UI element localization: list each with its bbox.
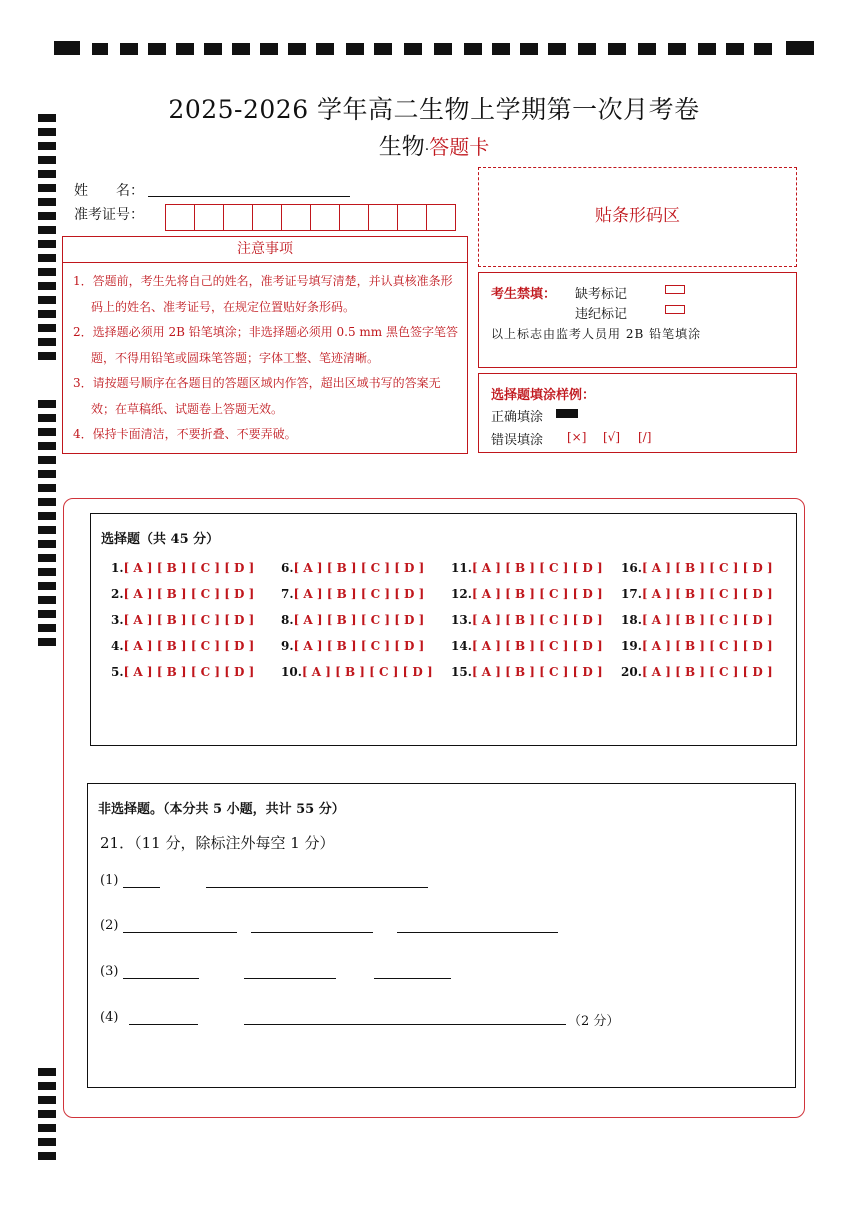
question-1-options[interactable]: [111, 561, 254, 575]
question-16-options[interactable]: [621, 561, 773, 575]
exam-id-boxes[interactable]: [165, 204, 456, 231]
subtitle-card: 答题卡: [429, 135, 490, 159]
notice-panel: [62, 236, 468, 454]
question-number: 9.: [281, 639, 294, 653]
wrong-fill-slash: [/]: [638, 430, 652, 444]
sub-question-1: (1): [100, 873, 119, 888]
wrong-fill-cross: [×]: [567, 430, 587, 444]
question-12-options[interactable]: [451, 587, 603, 601]
answer-blank[interactable]: [251, 932, 373, 933]
name-label: 姓 名：: [74, 183, 144, 199]
question-15-options[interactable]: [451, 665, 603, 679]
answer-bubbles[interactable]: [ A ] [ B ] [ C ] [ D ]: [471, 639, 603, 653]
correct-fill-label: 正确填涂: [491, 410, 544, 425]
points-note: （2 分）: [568, 1014, 620, 1029]
answer-bubbles[interactable]: [ A ] [ B ] [ C ] [ D ]: [471, 613, 603, 627]
answer-bubbles[interactable]: [ A ] [ B ] [ C ] [ D ]: [123, 613, 255, 627]
forbid-note: 以上标志由监考人员用 2B 铅笔填涂: [491, 327, 702, 341]
question-21-heading: 21．（11 分，除标注外每空 1 分）: [100, 834, 335, 852]
notice-item: 3．请按题号顺序在各题目的答题区域内作答，超出区域书写的答案无效；在草稿纸、试题卷上答题无效。: [73, 376, 441, 416]
answer-bubbles[interactable]: [ A ] [ B ] [ C ] [ D ]: [293, 613, 425, 627]
sub-question-4: (4): [100, 1010, 119, 1025]
top-timing-marks: [54, 41, 814, 57]
question-number: 15.: [451, 665, 472, 679]
examiner-only-panel: [478, 272, 797, 368]
question-number: 8.: [281, 613, 294, 627]
non-choice-section: [87, 783, 796, 1088]
question-5-options[interactable]: [111, 665, 254, 679]
multiple-choice-section: [90, 513, 797, 746]
name-field[interactable]: [148, 196, 350, 197]
question-4-options[interactable]: [111, 639, 254, 653]
page-subtitle: [0, 128, 868, 161]
question-17-options[interactable]: [621, 587, 773, 601]
absent-mark-box[interactable]: [665, 285, 685, 294]
question-number: 3.: [111, 613, 124, 627]
notice-item: 4．保持卡面清洁，不要折叠、不要弄破。: [73, 427, 297, 441]
question-6-options[interactable]: [281, 561, 424, 575]
answer-blank[interactable]: [244, 1024, 566, 1025]
answer-blank[interactable]: [123, 978, 199, 979]
question-number: 5.: [111, 665, 124, 679]
answer-bubbles[interactable]: [ A ] [ B ] [ C ] [ D ]: [471, 587, 603, 601]
question-18-options[interactable]: [621, 613, 773, 627]
answer-blank[interactable]: [374, 978, 451, 979]
answer-bubbles[interactable]: [ A ] [ B ] [ C ] [ D ]: [641, 561, 773, 575]
multiple-choice-title: 选择题（共 45 分）: [101, 532, 220, 547]
question-19-options[interactable]: [621, 639, 773, 653]
barcode-area: 贴条形码区: [478, 167, 797, 267]
question-13-options[interactable]: [451, 613, 603, 627]
answer-bubbles[interactable]: [ A ] [ B ] [ C ] [ D ]: [293, 561, 425, 575]
answer-bubbles[interactable]: [ A ] [ B ] [ C ] [ D ]: [123, 639, 255, 653]
sub-question-3: (3): [100, 964, 119, 979]
violation-label: 违纪标记: [575, 307, 628, 322]
question-number: 17.: [621, 587, 642, 601]
answer-blank[interactable]: [206, 887, 428, 888]
notice-item: 1．答题前，考生先将自己的姓名，准考证号填写清楚，并认真核准条形码上的姓名、准考证号，在规定位置贴好条形码。: [73, 274, 453, 314]
question-3-options[interactable]: [111, 613, 254, 627]
answer-bubbles[interactable]: [ A ] [ B ] [ C ] [ D ]: [471, 665, 603, 679]
question-number: 13.: [451, 613, 472, 627]
answer-bubbles[interactable]: [ A ] [ B ] [ C ] [ D ]: [641, 639, 773, 653]
answer-blank[interactable]: [129, 1024, 198, 1025]
answer-bubbles[interactable]: [ A ] [ B ] [ C ] [ D ]: [641, 587, 773, 601]
correct-fill-sample: [556, 409, 578, 418]
question-number: 11.: [451, 561, 472, 575]
fill-sample-panel: [478, 373, 797, 453]
question-number: 20.: [621, 665, 642, 679]
wrong-fill-label: 错误填涂: [491, 433, 544, 448]
answer-blank[interactable]: [123, 887, 160, 888]
answer-bubbles[interactable]: [ A ] [ B ] [ C ] [ D ]: [471, 561, 603, 575]
answer-bubbles[interactable]: [ A ] [ B ] [ C ] [ D ]: [123, 665, 255, 679]
notice-heading: 注意事项: [63, 237, 467, 263]
sub-question-2: (2): [100, 918, 119, 933]
question-8-options[interactable]: [281, 613, 424, 627]
question-20-options[interactable]: [621, 665, 773, 679]
answer-bubbles[interactable]: [ A ] [ B ] [ C ] [ D ]: [293, 639, 425, 653]
page-title: 2025-2026 学年高二生物上学期第一次月考卷: [168, 95, 700, 124]
question-number: 12.: [451, 587, 472, 601]
question-14-options[interactable]: [451, 639, 603, 653]
question-number: 2.: [111, 587, 124, 601]
wrong-fill-check: [√]: [603, 430, 621, 444]
subtitle-subject: 生物: [378, 134, 425, 160]
question-11-options[interactable]: [451, 561, 603, 575]
answer-bubbles[interactable]: [ A ] [ B ] [ C ] [ D ]: [641, 613, 773, 627]
question-number: 4.: [111, 639, 124, 653]
answer-bubbles[interactable]: [ A ] [ B ] [ C ] [ D ]: [123, 561, 255, 575]
notice-item: 2．选择题必须用 2B 铅笔填涂；非选择题必须用 0.5 mm 黑色签字笔答题，不得用铅笔或圆珠笔答题；字体工整、笔迹清晰。: [73, 325, 459, 365]
question-number: 7.: [281, 587, 294, 601]
absent-label: 缺考标记: [575, 287, 628, 302]
question-number: 6.: [281, 561, 294, 575]
answer-blank[interactable]: [397, 932, 558, 933]
question-7-options[interactable]: [281, 587, 424, 601]
sample-title: 选择题填涂样例：: [491, 388, 596, 403]
question-2-options[interactable]: [111, 587, 254, 601]
question-number: 10.: [281, 665, 302, 679]
answer-bubbles[interactable]: [ A ] [ B ] [ C ] [ D ]: [641, 665, 773, 679]
answer-bubbles[interactable]: [ A ] [ B ] [ C ] [ D ]: [293, 587, 425, 601]
answer-blank[interactable]: [244, 978, 336, 979]
question-number: 18.: [621, 613, 642, 627]
answer-blank[interactable]: [123, 932, 237, 933]
exam-id-label: 准考证号：: [74, 207, 144, 223]
violation-mark-box[interactable]: [665, 305, 685, 314]
answer-bubbles[interactable]: [ A ] [ B ] [ C ] [ D ]: [123, 587, 255, 601]
question-number: 1.: [111, 561, 124, 575]
question-10-options[interactable]: [281, 665, 433, 679]
non-choice-title: 非选择题。（本分共 5 小题，共计 55 分）: [98, 802, 345, 817]
question-number: 14.: [451, 639, 472, 653]
answer-bubbles[interactable]: [ A ] [ B ] [ C ] [ D ]: [301, 665, 433, 679]
forbid-title: 考生禁填：: [491, 287, 557, 302]
question-number: 16.: [621, 561, 642, 575]
question-9-options[interactable]: [281, 639, 424, 653]
subtitle-dot: ·: [424, 142, 430, 158]
question-number: 19.: [621, 639, 642, 653]
